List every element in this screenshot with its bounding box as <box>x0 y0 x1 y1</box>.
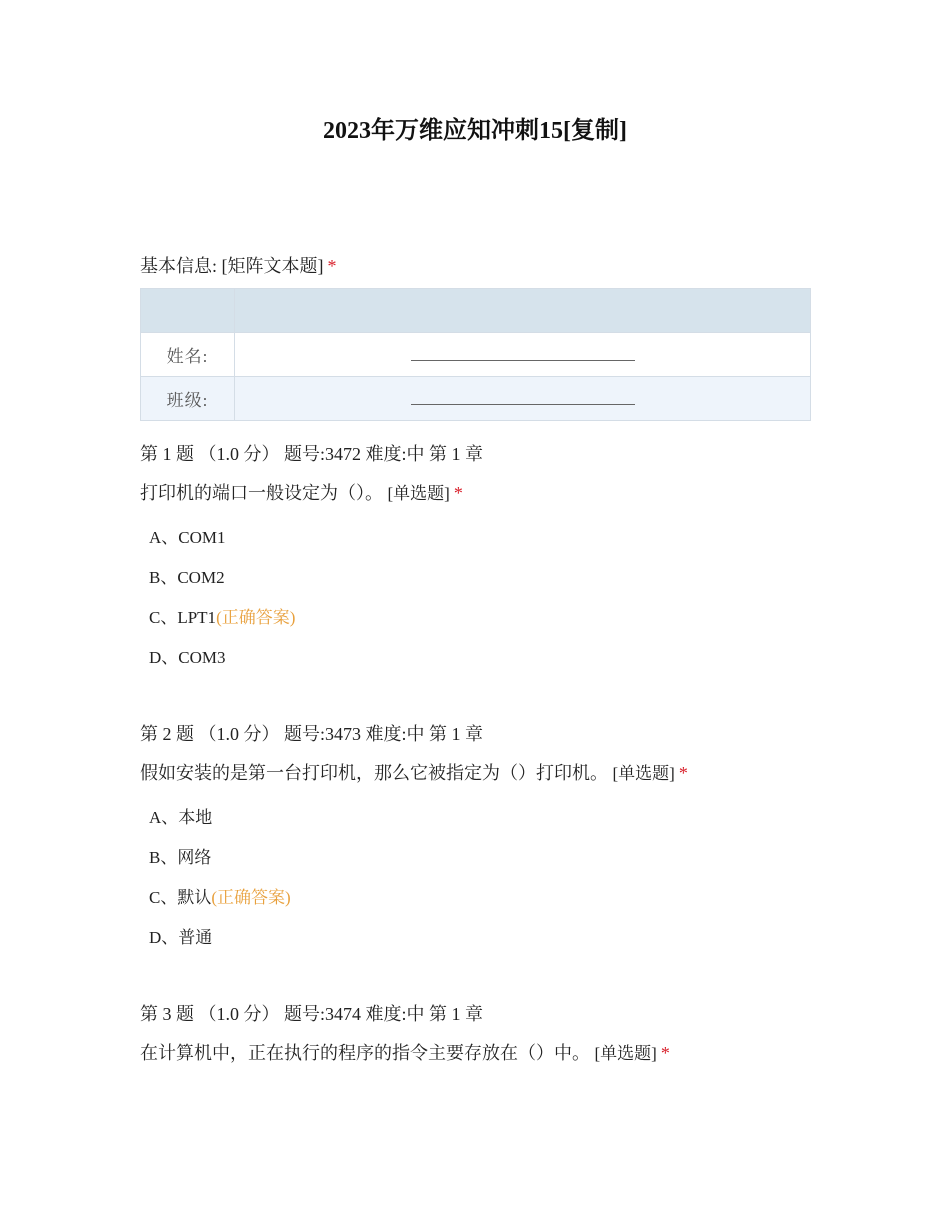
correct-answer-tag: (正确答案) <box>211 888 291 907</box>
class-label: 班级: <box>141 377 235 421</box>
page-title: 2023年万维应知冲刺15[复制] <box>323 118 627 144</box>
matrix-row-class <box>141 377 811 421</box>
basic-info-label <box>140 252 337 278</box>
basic-info-title: 基本信息: <box>140 256 218 276</box>
basic-info-matrix <box>140 288 811 421</box>
question-text-line <box>140 1040 820 1066</box>
required-mark: * <box>327 256 337 276</box>
name-input[interactable] <box>411 340 635 361</box>
question-type: [单选题] <box>387 484 450 503</box>
question-type: [单选题] <box>594 1044 657 1063</box>
correct-answer-tag: (正确答案) <box>216 608 296 627</box>
basic-info-type: [矩阵文本题] <box>221 256 324 276</box>
question-text: 假如安装的是第一台打印机，那么它被指定为（）打印机。 <box>140 763 608 783</box>
question-text-line <box>140 760 820 786</box>
question-2 <box>140 721 820 950</box>
matrix-header-row <box>141 289 811 333</box>
required-mark: * <box>660 1043 670 1063</box>
option-b[interactable]: B、网络 <box>149 848 212 867</box>
option-b[interactable]: B、COM2 <box>149 568 225 587</box>
option-c[interactable]: C、LPT1(正确答案) <box>149 608 296 627</box>
option-d[interactable]: D、COM3 <box>149 648 226 667</box>
matrix-row-name <box>141 333 811 377</box>
required-mark: * <box>453 483 463 503</box>
class-input[interactable] <box>411 384 635 405</box>
question-1 <box>140 441 820 670</box>
option-a[interactable]: A、本地 <box>149 808 213 827</box>
question-text: 打印机的端口一般设定为（）。 <box>140 483 383 503</box>
option-c[interactable]: C、默认(正确答案) <box>149 888 291 907</box>
question-meta: 第 3 题 （1.0 分） 题号:3474 难度:中 第 1 章 <box>140 1004 484 1024</box>
question-text-line <box>140 480 820 506</box>
question-type: [单选题] <box>612 764 675 783</box>
option-a[interactable]: A、COM1 <box>149 528 226 547</box>
question-3 <box>140 1001 820 1066</box>
question-meta: 第 1 题 （1.0 分） 题号:3472 难度:中 第 1 章 <box>140 444 484 464</box>
name-label: 姓名: <box>141 333 235 377</box>
required-mark: * <box>678 763 688 783</box>
option-d[interactable]: D、普通 <box>149 928 213 947</box>
question-meta: 第 2 题 （1.0 分） 题号:3473 难度:中 第 1 章 <box>140 724 484 744</box>
question-text: 在计算机中，正在执行的程序的指令主要存放在（）中。 <box>140 1043 590 1063</box>
